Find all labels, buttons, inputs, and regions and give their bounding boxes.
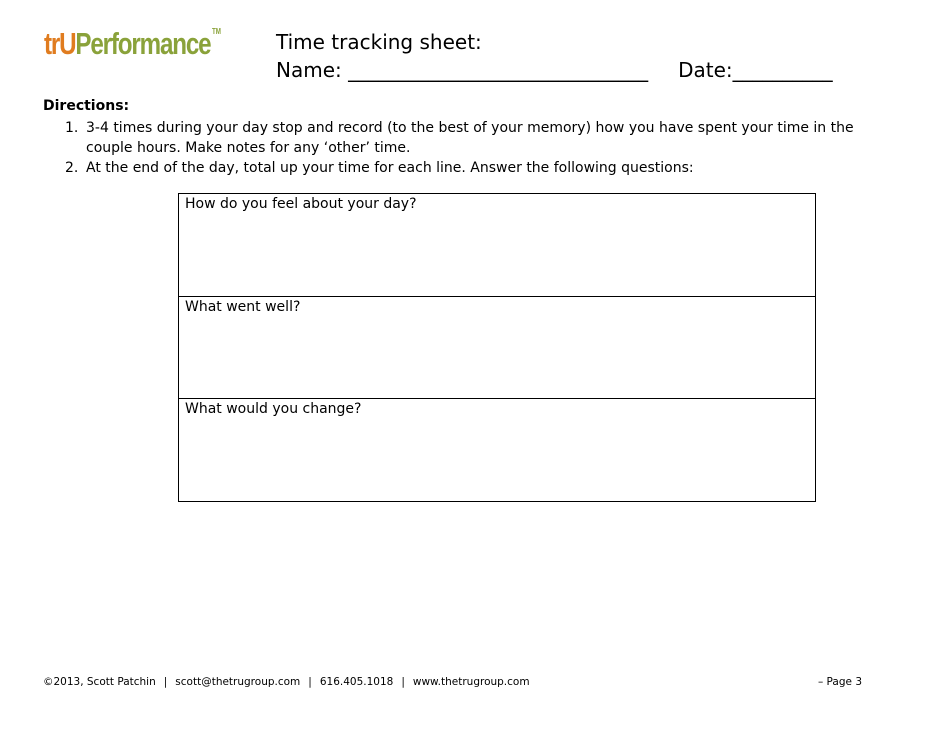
footer-website[interactable]: www.thetrugroup.com: [412, 676, 530, 688]
direction-text: At the end of the day, total up your time for each line. Answer the following questions:: [86, 160, 694, 176]
footer-separator: |: [401, 676, 405, 688]
footer-email[interactable]: scott@thetrugroup.com: [175, 676, 301, 688]
questions-table: [178, 193, 816, 502]
footer-phone: 616.405.1018: [319, 676, 394, 688]
footer-separator: |: [163, 676, 168, 688]
logo-tru-lower: tr: [44, 26, 60, 61]
direction-text: 3-4 times during your day stop and record (to the best of your memory) how you have spent your time in the couple hours. Make notes for any ‘other’ time.: [86, 120, 854, 156]
question-cell-feel[interactable]: [179, 194, 815, 297]
directions-list: [43, 118, 893, 178]
question-label: What would you change?: [185, 401, 362, 417]
question-cell-change[interactable]: [179, 399, 815, 501]
date-field[interactable]: Date:__________: [678, 58, 833, 82]
question-cell-went-well[interactable]: [179, 297, 815, 399]
logo-tru-upper: U: [59, 26, 76, 61]
name-field[interactable]: Name: ______________________________: [276, 58, 649, 82]
page-number: – Page 3: [817, 676, 862, 688]
page-title: Time tracking sheet:: [276, 30, 482, 54]
direction-number: 1.: [65, 120, 79, 136]
header-fields: [276, 58, 833, 82]
logo-performance: Performance: [75, 26, 211, 61]
footer-separator: |: [308, 676, 312, 688]
truperformance-logo: [44, 28, 221, 59]
direction-item: [43, 158, 893, 178]
direction-number: 2.: [65, 160, 79, 176]
question-label: What went well?: [185, 299, 301, 315]
direction-item: [43, 118, 893, 158]
logo-trademark: TM: [211, 27, 221, 36]
directions-heading: Directions:: [43, 98, 130, 114]
question-label: How do you feel about your day?: [185, 196, 417, 212]
footer-copyright: ©2013, Scott Patchin: [43, 676, 156, 688]
footer-contact: [43, 676, 530, 688]
